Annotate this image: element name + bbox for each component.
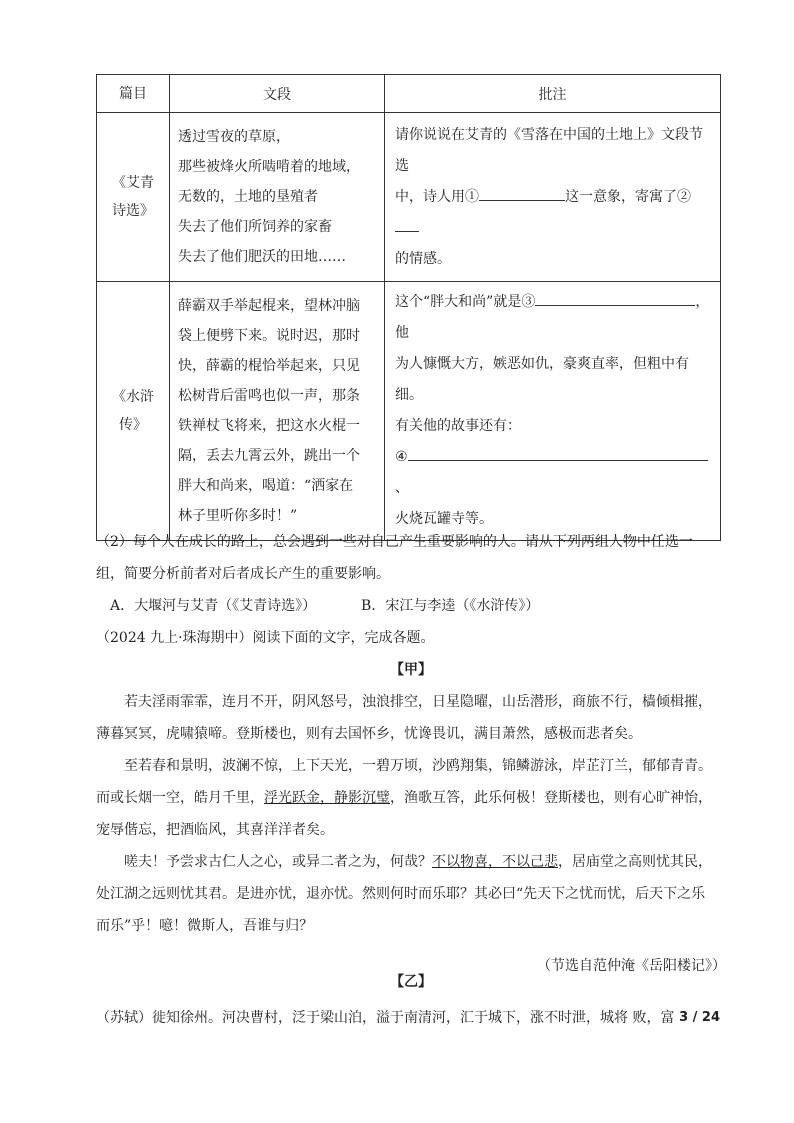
jia-source: （节选自范仲淹《岳阳楼记》） xyxy=(537,958,726,974)
table-header-row xyxy=(97,75,721,113)
underlined-phrase: 不以物喜，不以己悲 xyxy=(432,854,558,870)
question-2: （2）每个人在成长的路上，总会遇到一些对自己产生重要影响的人。请从下列两组人物中任选一 组，简要分析前者对后者成长产生的重要影响。 A．大堰河与艾青（《艾青诗选》） B．宋江与李逵（《水浒传》） （2024 九上·珠海期中）阅读下面的文字，完成各题。 xyxy=(96,526,726,654)
table-row xyxy=(97,113,721,282)
answer-blank-2[interactable] xyxy=(395,215,419,232)
yi-heading: 【乙】 xyxy=(390,974,432,990)
option-b: B．宋江与李逵（《水浒传》） xyxy=(361,598,540,614)
work-title: 《艾青 诗选》 xyxy=(97,113,170,282)
answer-blank-4[interactable] xyxy=(408,444,708,461)
header-passage: 文段 xyxy=(170,75,385,113)
table-row xyxy=(97,282,721,541)
header-title: 篇目 xyxy=(97,75,170,113)
passage-yi: 【乙】 （苏轼）徙知徐州。河决曹村，泛于梁山泊，溢于南清河，汇于城下，涨不时泄，城将 败，富 xyxy=(96,966,726,1034)
passage: 薛霸双手举起棍来，望林冲脑 袋上便劈下来。说时迟，那时 快，薛霸的棍恰举起来，只见 松树背后雷鸣也似一声，那条 铁禅杖飞将来，把这水火棍一 隔，丢去九霄云外，跳出一个 胖大和尚来，喝道：“洒家在 林子里听你多时！” xyxy=(170,282,385,541)
note-cell: 这个“胖大和尚”就是③ ，他 为人慷慨大方，嫉恶如仇，豪爽直率，但粗中有细。 有关他的故事还有： ④、 火烧瓦罐寺等。 xyxy=(385,282,721,541)
page-number: 3 / 24 xyxy=(679,1010,720,1025)
note-cell: 请你说说在艾青的《雪落在中国的土地上》文段节选 中，诗人用① 这一意象，寄寓了② 的情感。 xyxy=(385,113,721,282)
source-line: （2024 九上·珠海期中）阅读下面的文字，完成各题。 xyxy=(96,630,435,646)
option-a: A．大堰河与艾青（《艾青诗选》） xyxy=(110,598,317,614)
jia-heading: 【甲】 xyxy=(390,662,432,678)
passage-jia: 【甲】 若夫淫雨霏霏，连月不开，阴风怒号，浊浪排空，日星隐曜，山岳潜形，商旅不行，樯倾楫摧， 薄暮冥冥，虎啸猿啼。登斯楼也，则有去国怀乡，忧谗畏讥，满目萧然，感极而悲者矣。 至若春和景明，波澜不惊，上下天光，一碧万顷，沙鸥翔集，锦鳞游泳，岸芷汀兰，郁郁青青。 而或长烟一空，皓月千里，浮光跃金，静影沉璧，渔歌互答，此乐何极！登斯楼也，则有心旷神怡， 宠辱偕忘，把酒临风，其喜洋洋者矣。 嗟夫！予尝求古仁人之心，或异二者之为，何哉？不以物喜，不以己悲，居庙堂之高则忧其民， 处江湖之远则忧其君。是进亦忧，退亦忧。然则何时而乐耶？其必曰“先天下之忧而忧，后天下之乐 而乐”乎！噫！微斯人，吾谁与归？ （节选自范仲淹《岳阳楼记》） xyxy=(96,654,726,982)
header-note: 批注 xyxy=(385,75,721,113)
work-title: 《水浒 传》 xyxy=(97,282,170,541)
passage: 透过雪夜的草原， 那些被烽火所啮啃着的地域， 无数的，土地的垦殖者 失去了他们所饲养的家畜 失去了他们肥沃的田地…… xyxy=(170,113,385,282)
answer-blank-1[interactable] xyxy=(479,184,565,201)
answer-blank-3[interactable] xyxy=(535,289,695,306)
annotation-table xyxy=(96,74,721,541)
underlined-phrase: 浮光跃金，静影沉璧 xyxy=(264,790,390,806)
